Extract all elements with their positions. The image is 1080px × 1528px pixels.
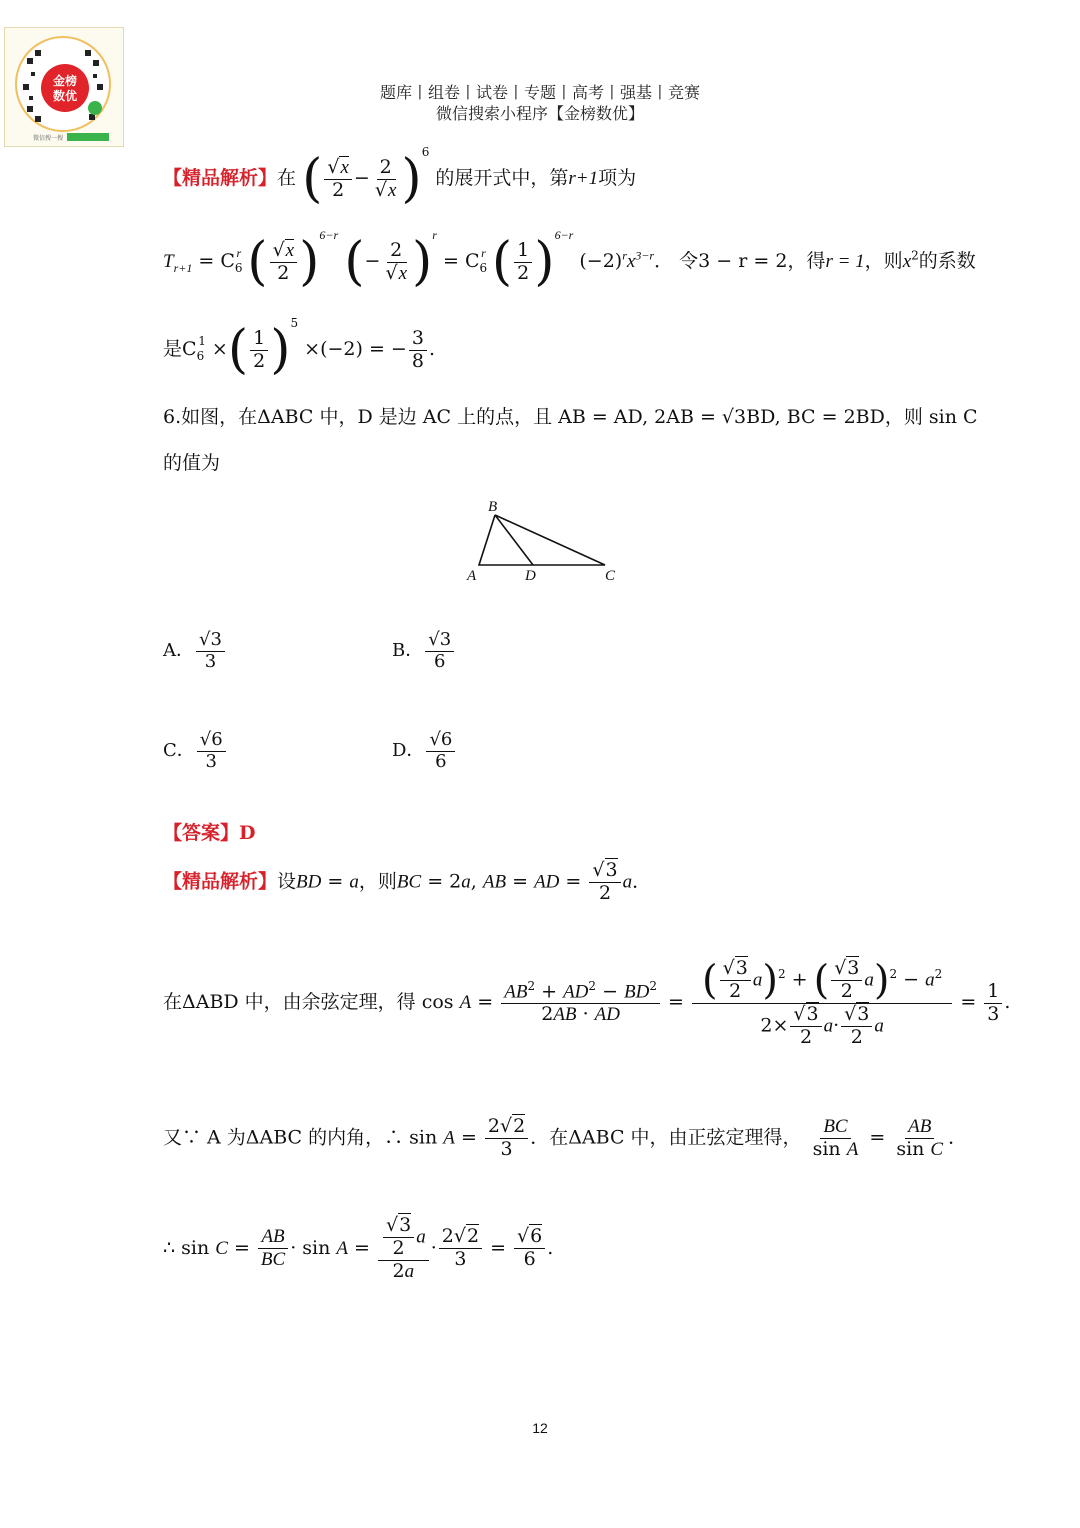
logo-center-text-top: 金榜 — [52, 74, 78, 88]
q6-solution-line4: ∴ sin C = $\frac{AB}{BC}$ · sin A = $\frac{√3}{2}$ a 2a · $\frac{2√2}{3}$ = $\frac{√6}{6}$ . — [163, 1214, 554, 1282]
q5-analysis-line3: 是$C_6^1$ ×( $\frac{1}{2}$ )$^5$ ×(−2) = − $\frac{3}{8}$ . — [163, 316, 435, 380]
analysis-label: 【精品解析】 — [163, 167, 278, 189]
label-a: A — [467, 568, 477, 584]
triangle-sides — [479, 515, 605, 565]
answer-label: 【答案】 — [163, 822, 240, 844]
header-nav: 题库丨组卷丨试卷丨专题丨高考丨强基丨竞赛 — [379, 83, 700, 102]
answer-value: D — [239, 822, 256, 844]
option-a[interactable]: A． $\frac{√3}{3}$ — [163, 630, 227, 672]
q5-analysis-line2: $T_{r+1} = C_6^r$ ( $\frac{√x}{2}$ )$^{6-r}$ (− $\frac{2}{√x}$ )$^r = C_6^r$ ( $\frac{1}{2}$ )$^{6-r}$ $(-2)^rx^{3-r}$． 令3 − r = 2，得r = 1，则$x^2$的系数 — [163, 228, 976, 292]
q6-solution-line1: 【精品解析】设BD = a，则BC = 2a, AB = AD = $\frac{√3}{2}$ a． — [163, 859, 652, 904]
header-mini-program: 微信搜索小程序【金榜数优】 — [435, 104, 644, 123]
svg-text:微信搜一搜: 微信搜一搜 — [33, 135, 64, 142]
page-number: 12 — [532, 1420, 548, 1436]
q5-analysis-line1: 【精品解析】在 ( $\frac{√x}{2}$ − $\frac{2}{√x}$ )$^6$ 的展开式中，第r+1项为 — [163, 145, 637, 209]
q6-solution-line3: 又∵ A 为ΔABC 的内角，∴ sin A = $\frac{2√2}{3}$ ．在ΔABC 中，由正弦定理得， $\frac{BC}{\text{sin A}}$ = $\frac{AB}{\text{sin C}}$ ． — [163, 1115, 968, 1160]
triangle-figure — [455, 495, 635, 590]
q6-stem-line2: 的值为 — [163, 452, 221, 474]
option-d[interactable]: D． $\frac{√6}{6}$ — [392, 730, 457, 772]
q6-solution-line2: 在ΔABD 中，由余弦定理，得 cos A = $\frac{AB^2 + AD^2 - BD^2}{2AB \cdot AD}$ = ( $\frac{√3}{2}$ a)$^2$ + ( $\frac{√3}{2}$ $a)^2 - a^2$ 2× $\frac{√3}{2}$ a· $\frac{√3}{2}$ a = $\frac{1}{3}$ . — [163, 957, 1011, 1048]
q6-stem-line1: 6.如图，在ΔABC 中，D 是边 AC 上的点，且 AB = AD, 2AB = √3BD, BC = 2BD，则 sin C — [163, 406, 978, 428]
label-c: C — [605, 568, 616, 584]
answer-line — [163, 818, 256, 845]
segment-bd — [495, 515, 533, 565]
option-b[interactable]: B． $\frac{√3}{6}$ — [392, 630, 456, 672]
label-b: B — [488, 499, 498, 515]
option-c[interactable]: C． $\frac{√6}{3}$ — [163, 730, 228, 772]
label-d: D — [525, 568, 536, 584]
logo-center-text-bottom: 数优 — [52, 89, 78, 103]
